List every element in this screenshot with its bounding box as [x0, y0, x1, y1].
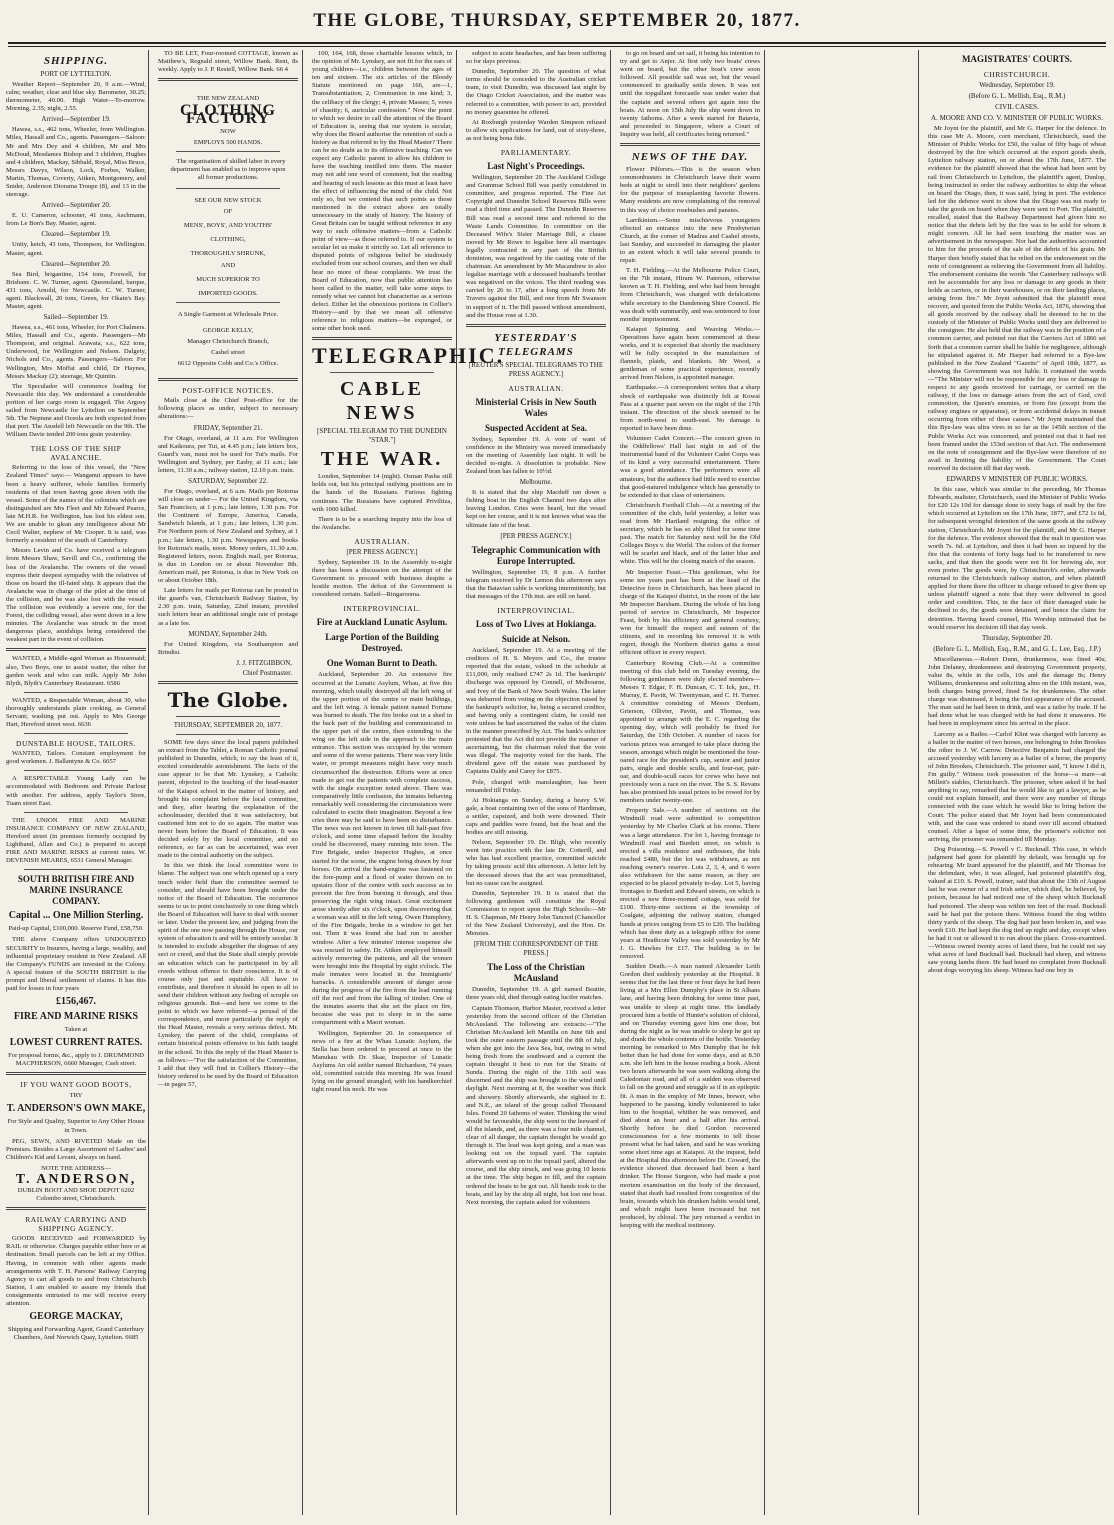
article-headline: Suicide at Nelson.: [501, 634, 571, 645]
agency-subheading: [PER PRESS AGENCY.]: [346, 547, 418, 556]
arrivals-heading: Arrived—September 20.: [41, 201, 111, 210]
article-paragraph: Referring to the loss of this vessel, the "New Zealand Times" says:— Wanganui appears to have been a heavy sufferer, whole families formerly residents of that town having gone down with the vessel. Some of the names of the colonists which are distinguished are Mrs Fleet and Mr Edward Pearce, late M.H.R. for Wellington, has lost his eldest son. We are unable to glean any intelligence about Mr Cecil Walter, nephew of Mr Cooper. It is said, was formerly a resident of the south of Canterbury.: [6, 464, 146, 545]
ad-line: £156,467.: [56, 996, 96, 1008]
divider: [620, 143, 760, 146]
section-heading: YESTERDAY'S TELEGRAMS: [494, 331, 578, 358]
ad-line: For Style and Quality, Superior to Any Other House in Town.: [7, 1118, 145, 1134]
classified-ad: WANTED, Tailors. Constant employment for good workmen. J. Ballantyne & Co. 6657: [6, 750, 146, 766]
classified-ad: PEG, SEWN, AND RIVETED Made on the Premises. Besides a Large Assortment of Ladies' and Children's Kid and Levant, always on hand.: [6, 1137, 146, 1161]
agency-subheading: [FROM THE CORRESPONDENT OF THE PRESS.]: [473, 940, 599, 958]
article-paragraph: The Speculador will commence loading for Newcastle this day. We understand a considerable portion of her cargo room is engaged. The Argosy sailed from Newcastle for Lyttelton on September 5th. The Neptune and Oceola are both expected from that port. The Ansdell left Newcastle on the 9th. The William Davie tended 200 tons grain yesterday.: [6, 382, 146, 439]
signature: Chief Postmaster.: [242, 668, 292, 677]
court-subheading: CIVIL CASES.: [995, 103, 1039, 111]
news-item: Canterbury Rowing Club.—At a committee meeting of this club held on Tuesday evening, the following gentlemen were duly elected members—Messrs T. Edgar, F. H. Duncan, C. T. Ick, jun., H. Murray, E. Pavitt, W. Twentyman, and C. H. Turner. A committee consisting of Messrs Denham, Grierson, Ollivier, Pavitt, and Thomas, was appointed to arrange with the E. C. regarding the opening day, which will probably be fixed for Saturday, the 13th October. A number of races for various prizes was arranged to take place during the season, amongst which might be mentioned the four-oared race for the president's cup, senior and junior pairs, single and double sculls, and four-oar, pair-oar, and double-scull races for crews who have not previously won a race on the river. The S. S. Revans has also promised his usual prizes to be rowed for by members under twenty-one.: [620, 659, 760, 805]
notice-heading: POST-OFFICE NOTICES.: [182, 386, 274, 396]
article-paragraph: to go on board and set sail, it being his intention to try and get to Anjer. At first only two boats' crews went on board, but the other boat's crew soon followed. All possible sail was set, but the vessel commenced to gradually settle down. It was not until the topgallant forecastle was under water that the captain and several others got again into the boats. At noon on 15th July the ship went down in twenty fathoms. After a week started for Batavia, and proceeded to Singapore, where a Court of Inquiry was held, all certificates being returned.": [620, 50, 760, 138]
notice-date: MONDAY, September 24th.: [188, 629, 268, 638]
ad-line: Cashel street: [211, 349, 245, 357]
court-date: Thursday, September 20.: [982, 633, 1052, 642]
section-heading: AUSTRALIAN.: [508, 383, 564, 393]
ad-line: NOTE THE ADDRESS—: [41, 1164, 111, 1172]
article-paragraph: There is to be a searching inquiry into the loss of the Avalanche.: [312, 515, 452, 531]
article-headline: Suspected Accident at Sea.: [485, 422, 587, 433]
ad-line: LOWEST CURRENT RATES.: [9, 1037, 143, 1049]
news-item: Kaiapoi Spinning and Weaving Works.—Operations have again been commenced at these works, and it is expected that shortly the machinery will be fully occupied in the manufacture of flannels, plaids, and blankets. Mr Wood, a gentleman of some practical experience, recently arrived from Nelson, is appointed manager.: [620, 325, 760, 382]
article-paragraph: London, September 14 (night). Osman Pasha still holds out, but his principal outlying positions are in the hands of the Russians. Furious fighting continues. The Russians have captured Privilitza, with 1000 killed.: [312, 473, 452, 513]
news-of-the-day-heading: NEWS OF THE DAY.: [631, 151, 749, 164]
news-item: Volunteer Cadet Concert.—The concert given in the Oddfellows' Hall last night in aid of the instrumental band of the Volunteer Cadet Corps was of its kind a very successful entertainment. There was a good attendance. The performers were all amateurs, but the audience had little need to exercise that good-natured indulgence which has generally to be extended to that class of entertainers.: [620, 435, 760, 499]
court-report: Mr Joynt for the plaintiff, and Mr G. Harper for the defence. In this case Mr A. Moore, corn merchant, Christchurch, sued the Minister of Public Works for £50, the value of fifty bags of wheat destroyed by the fire which occurred at the export goods sheds, Lyttelton railway station, on or about the 17th June, 1877. The evidence for the plaintiff showed that the wheat had been sent by rail from Christchurch to Lyttelton, the plaintiff's agent, Dunlop, being instructed to order the railway authorities to ship the wheat on board the Otago, then, it was said, lying in port. The evidence led for the defence went to show that the Otago was not ready to take the goods on board when they were sent to Port. The plaintiff, recalled, stated that the Railway Department had given him no notice that the debris left by the fire was to be sold for whom it might concern. All he had seen touching the matter was an advertisement in the newspaper. Nor had the authorities accounted to him for the proceeds of the sale of the debris of his grain. Mr Harper then briefly stated that he relied on the endorsement on the note of consignment as relieving the Government from all liability. The endorsement contains the words "the Canterbury railways will not be accountable for any loss or damage to any goods in their holds as carriers, or in their warehouses, or on their landing places, arising from fire." Mr Joynt submitted that the plaintiff must recover, and quoted from the Public Works Act, 1876, showing that all goods received by the railway shall be deemed to be in the custody of the Minister of Public Works until they are delivered to the consignee. He also held that the railway was in the position of a common carrier, and pointed out that the Carriers Act of 1866 set forth that a common carrier shall be liable for negligence, although he stipulated against it. Mr Harper had referred to a Bye-law published in the New Zealand "Gazette" of April 18th, 1877, as showing the Government was not liable. It contained the words—"The Minister will not be responsible for any loss or damage in respect to any goods received for carriage, or carried on the railway, if the loss or damage arises from the act of God, civil commotion, the Queen's enemies, or from fire (except from the railway engines or apparatus), or from accidental delays in transit occurring from either of these causes." Mr Joynt maintained that this Bye-law was ultra vires in so far as the 145th section of the Public Works Act was concerned, and pointed out that it had not been framed under the 153rd section of that Act. The endorsement on the note of consignment and the Bye-law were therefore of no avail in limiting the liability of the Government. The Court reserved its decision till that day week.: [928, 125, 1106, 472]
news-item: Sudden Death.—A man named Alexander Leith Gordon died suddenly yesterday at the Hospital. It seems that for the last three or four days he had been living at a Mrs Ellen Dumphy's place in St Albans lane, and having been drinking for some time past, was unable to sleep at night time. His landlady procured him a bottle of Hunter's solution of chloral, and on Thursday evening gave him one dose, but during the night as he was unable to sleep he got up and drank the whole contents of the bottle. Yesterday morning he remarked to Mrs Dumphy that he felt better than he had done for some days, and at 8.30 a.m. she left him in the house reading a book. About two hours afterwards he was seen walking along the Caledonian road, and all of a sudden was observed to fall on the ground and struggle as if in an epileptic fit. A man in the employ of Mr Innes, brewer, who happened to be passing, kindly volunteered to take him to the hospital, whither he was removed, and died about an hour and a half after his arrival. Shortly before he died Gordon recovered consciousness for a few moments to tell those present what he had taken, and said he was working some short time ago at Kaiapoi. At the inquest, held at the Hospital this afternoon before Dr. Coward, the evidence showed that deceased had been a hard drinker. The House Surgeon, who had made a post mortem examination on the body of the deceased, stated that death had resulted from congestion of the brain, towards which his drunken habits would tend, and which might have been increased but not produced, by chloral. The jury returned a verdict in keeping with the medical testimony.: [620, 963, 760, 1230]
section-heading: PARLIAMENTARY.: [500, 148, 572, 158]
divider: [176, 302, 280, 303]
case-title: EDWARDS V MINISTER OF PUBLIC WORKS.: [946, 475, 1088, 484]
section-heading: AUSTRALIAN.: [354, 536, 410, 546]
ad-line: THOROUGHLY SHRUNK,: [190, 250, 266, 258]
divider: [24, 869, 128, 870]
column-3: [312, 50, 505, 1515]
notice-paragraph: For United Kingdom, via Southampton and Brindisi.: [158, 640, 298, 656]
editorial-paragraph: SOME few days since the local papers published an extract from the Tablet, a Roman Catholic journal published in Dunedin, which, to say the least of it, excited considerable astonishment. The facts of the case appear to be that Mr. Lynskey, a Catholic parent, objected to the teaching of the head-master of the Kaiapoi school in the matter of history, and brought his complaint before the local committee, and they, after hearing the explanation of the schoolmaster, decided that it was satisfactory, but cautioned him not to do so again. The matter was never been before the Board of Education. It was decided solely by the local committee, and no reference, so far as can be ascertained, was ever made to the central authority on the subject.: [158, 738, 298, 860]
article-paragraph: Weather Report—September 20, 9 a.m.—Wind, calm; weather, clear and blue sky. Barometer, 30.25; thermometer, 40.00. High Water—To-morrow. Morning, 2.35; night, 2.55.: [6, 81, 146, 113]
article-paragraph: At Hokianga on Sunday, during a heavy S.W. gale, a boat containing two of the sons of Hardiman, a settler, capsized, and both were drowned. Their caps and paddles were found, but the boat and the bodies are still missing.: [466, 796, 606, 837]
divider: [24, 733, 128, 734]
ad-line: IMPORTED GOODS.: [198, 289, 258, 297]
news-item: T. H. Fielding.—At the Melbourne Police Court, on the 7th instant, Hiram W. Paterson, otherwise known as T. H. Fielding, and who had been brought from Christchurch, was charged with defalcations while secretary to the Dandenong Shire Council. He was dealt with summarily, and was sentenced to four months' imprisonment.: [620, 267, 760, 323]
article-paragraph: subject to acute headaches, and has been suffering so for days previous.: [466, 50, 606, 66]
ad-line: GEORGE KELLY,: [202, 326, 254, 334]
agency-subheading: [PER PRESS AGENCY.]: [500, 531, 572, 540]
court-location: CHRISTCHURCH.: [983, 70, 1051, 79]
column-2: [158, 50, 298, 1515]
article-paragraph: Wellington, September 19, 8 p.m. A further telegram received by Dr Lemon this afternoon says that the Batavian cable is working intermittently, but that messages of the 17th inst. are still on hand.: [466, 568, 606, 600]
classified-ad: WANTED, a Middle-aged Woman as Housemaid; also, Two Boys, one to assist waiter, the other for garden work and who can milk. Apply Mr John Blyth, Blyth's Canterbury Restaurant. 6586: [6, 655, 146, 687]
divider: [176, 716, 280, 717]
section-heading: INTERPROVINCIAL.: [497, 606, 575, 616]
cable-subheading: [SPECIAL TELEGRAM TO THE DUNEDIN "STAR."]: [317, 427, 447, 445]
arrivals-heading: Arrived—September 19.: [41, 115, 111, 124]
court-report: Dog Poisoning.—S. Powell v C. Bucknall. This case, in which judgment had gone for plaintiff by default, was brought up for rehearing. Mr Izard appeared for the plaintiff, and Mr Thomas for the defendant, who, it was alleged, had poisoned plaintiff's dog, valued at £10. S. Powell, trainer, said that about the 13th of August last he was owner of a red Irish setter, which died, he believed, by poison, because he had noticed one of the sheep which Bucknall had poisoned. The sheep was within ten feet of the road. Bucknall said he had put the poison there. Witness found the dog within thirty yards of the sheep. The dog had just been broken in, and was worth £10. He had kept the dog tied up night and day, except when he had it out or allowed it to run about the place. Cross-examined.—Witness owned twenty acres of land there, but he could not say what acres of land Bucknall had. Bucknall had sheep, and witness saw young lambs there. He had heard no complaint from Bucknall about dogs worrying his sheep. Witness had one boy in: [928, 845, 1106, 975]
ad-line: Manager Christchurch Branch,: [187, 337, 269, 345]
article-headline: Loss of Two Lives at Hokianga.: [475, 619, 597, 630]
court-report: In this case, which was similar to the preceding, Mr Thomas Edwards, maltster, Christchurch, sued the Minister of Public Works for £20 12s 10d for damage done to sixty bags of malt by the fire which occurred at Lyttelton on the 17th June, 1877, and £72 1s 6d, for subsequent wrongful detention of the same goods at the railway station, Christchurch. Mr Joynt for the plaintiff, and Mr G. Harper for the defence. The evidence showed that the malt in question was worth 7s. 6d. at Lyttelton, and then it had been so injured by the fire that the contents of forty bags had to be transferred to new sacks, and that then the goods were not fit for brewing ale, nor even porter. The goods were, by Christchurch's order, afterwards returned to the Christchurch railway station, and when plaintiff applied for them there the officer in charge refused to give them up unless plaintiff signed a note that they were delivered in good order and condition. This, in the face of their damaged state he declined to do, the goods were detained, and hence the claim for detention. Having heard counsel, His Worship intimated that he would reserve his decision till that day week.: [928, 486, 1107, 631]
notice-paragraph: For Otago, overland, at 6 a.m. Mails per Rotorua will close on under— For the United Kingdom, via San Francisco, at 1 p.m.; late letters, 1.30 p.m. For the Continent of Europe, America, Canada, Sandwich Islands, at 1 p.m.; late letters, 1.30 p.m. For Northern ports of New Zealand and Sydney, at 1 p.m.; late letters, 1.30 p.m. Newspapers and books for Rotorua's mails, noon. Money orders, 11.30 a.m. Registered letters, noon. English mail, per Rotorua, is due in London on or about November 8th. American mail, per Rotorua, is due in New York on or about October 18th.: [158, 488, 298, 585]
article-paragraph: Hawea, s.s., 461 tons, Wheeler, for Port Chalmers. Miles, Hassall and Co., agents. Passengers—Mr Thompson, and original. Arawata, s.s., 622 tons, Underwood, for Wellington and Nelson. Dalgety, Nichols and Co., agents. Passengers—Saloon: For Wellington, Mrs Moffat and child, Dr Haynes, Messrs Mackay (2); steerage, Mr Quintin.: [6, 324, 146, 380]
divider: [6, 648, 146, 651]
article-headline: Telegraphic Communication with Europe Interrupted.: [471, 544, 601, 566]
news-item: Property Sale.—A number of sections on the Windmill road were submitted to competition yesterday by Mr Charles Clark at his rooms. There was a large attendance. For lot 1, having frontage to Windmill road and Burdett street, on which is erected a villa residence and outhouses, the bids reached £480, but the lot was withdrawn, as not reaching owner's reserve. Lots 2, 3, 4, and 6 were also withdrawn for the same reason, as they are expected to be placed privately to-day. Lot 5, having frontages to Burdett and Edward streets, on which is erected a new three-roomed cottage, was sold for £100. Thirty-nine sections at the township of Coalgate, adjoining the railway station, changed hands at prices ranging from £5 to £20. The building which has done duty as a telegraph office for some years at Heathcote Valley was sold yesterday by Mr J. G. Hawkes for £17. The building is to be removed.: [620, 807, 760, 960]
ad-heading: DUNSTABLE HOUSE, TAILORS.: [16, 739, 136, 749]
classified-ad: TO BE LET, Four-roomed COTTAGE, known as Matthew's, Regnald street, Willow Bank. Rent, 8s weekly. Apply to J. P. Restell, Willow Bank. 66 4: [158, 50, 298, 74]
ad-line: AND: [220, 261, 236, 269]
classified-ad: GOODS RECEIVED and FORWARDED by RAIL or otherwise. Charges payable either here or at destination. Small parcels can be left at my Office. Having, in common with other agents made arrangements with T. H. Parsons' Railway Carrying Agency to cart all goods to and from Christchurch Station, I am enabled to assure my friends that consignments entrusted to me will receive every attention.: [6, 1235, 146, 1308]
divider: [176, 188, 280, 189]
ad-line: FIRE AND MARINE RISKS: [13, 1011, 139, 1023]
court-bench: (Before G. L. Mellish, Esq., R.M., and G. L. Lee, Esq., J.P.): [933, 644, 1101, 653]
article-paragraph: Wellington, September 20. In consequence of news of a fire at the Whau Lunatic Asylum, the Stella has been ordered to proceed at once to the Manukau with Dr. Skae, Inspector of Lunatic Asylums An old settler named Richardson, 74 years old, committed suicide this morning. He was found lying on the ground strangled, with his handkerchief tight round his neck. He was: [312, 1029, 452, 1094]
ad-line: TRY: [69, 1092, 83, 1100]
article-headline: Fire at Auckland Lunatic Asylum.: [316, 617, 448, 628]
notice-paragraph: For Otago, overland, at 11 a.m. For Wellington and Kaikoura, per Tui, at 4.45 p.m.; late letters box, Guard's van, must not be used for Tui's mails. For Wellington and Sydney, per Easby, at 11 a.m.; late letters, 11.30 a.m.; railway station, 12.10 p.m. train.: [158, 434, 298, 474]
ad-line: MUCH SUPERIOR TO: [196, 275, 260, 283]
divider: [158, 78, 298, 81]
ad-line: THE NEW ZEALAND: [196, 95, 260, 103]
article-paragraph: At Roxburgh yesterday Warden Simpson refused to allow six applications for land, out of sixty-three, as not being bona fide.: [466, 118, 606, 142]
cleared-heading: Cleared—September 19.: [41, 230, 111, 239]
ad-line: OF: [223, 208, 233, 216]
article-headline: THE LOSS OF THE SHIP AVALANCHE.: [30, 444, 122, 463]
article-headline: One Woman Burnt to Death.: [326, 658, 438, 669]
classified-ad: THE UNION FIRE AND MARINE INSURANCE COMPANY OF NEW ZEALAND, Hereford street (in premises formerly occupied by Lightband, Allan and Co.) is prepared to accept FIRE AND MARINE RISKS at current rates. W. DEVENISH MEARES, 6531 General Manager.: [6, 816, 146, 865]
ad-line: NOW: [220, 127, 236, 135]
notice-paragraph: Mails close at the Chief Post-office for the following places as under, subject to necessary alterations:—: [158, 397, 298, 421]
ad-line: MENS', BOYS', AND YOUTHS': [183, 222, 273, 230]
classified-ad: WANTED, a Respectable Woman, about 30, who thoroughly understands plain cooking, as General Servant; washing put out. Apply to Mrs George Hart, Hereford street west. 6636: [6, 696, 146, 729]
divider: [24, 770, 128, 771]
column-divider: [918, 50, 919, 1515]
cable-news-heading: CABLE NEWS: [340, 378, 424, 425]
column-divider: [148, 50, 149, 1515]
ad-line: SEE OUR NEW STOCK: [194, 197, 262, 205]
ad-line: Paid-up Capital, £100,000. Reserve Fund, £58,750.: [8, 925, 144, 933]
article-paragraph: Nelson, September 19. Dr. Bligh, who recently went into practice with the late Dr. Cotterill, and who has had excellent practice, committed suicide by taking prussic acid this afternoon. A letter left by the deceased shows that the act was premeditated, but no cause can be assigned.: [466, 839, 606, 887]
divider: [158, 378, 298, 381]
ad-line: EMPLOYS 500 HANDS.: [193, 138, 263, 146]
ad-line: 6612 Opposite Cobb and Co.'s Office.: [177, 360, 279, 368]
ad-line: CLOTHING,: [210, 236, 246, 244]
article-paragraph: Auckland, September 20. An extensive fire occurred at the Lunatic Asylum, Whau, at five this morning, which totally destroyed all the left wing of the upper portion of the centre or main buildings, and the left wing. A female patient named Fortune was burned to death. The fire broke out in a shed in the back part of the building and communicated to the upper part of the centre, then extending to the wing on the left side in the approach to the main entrance. This section was occupied by the women and some of the worse patients. There was very little water, or prompt measures might have very much circumscribed the destruction. Efforts were at once made to get out the patients with complete success, with the single exception noted above. There was comparatively little confusion, the inmates behaving remarkably well considering the circumstances were calculated to excite their imagination. Beyond a few cries there may be said to have been no disturbance. The news was not known in town till half-past five o'clock, and some time elapsed before the locality could be discovered, many running into town. The Fire Brigade, under Inspector Hughes, at once started for the scene, the engine being drawn by four horses. On arrival the hand-engine was fastened on the fore-pump and a flood of water thrown on to upstairs floor of the centre with such success as to prevent the fire from burning it through, and thus preserving the right wing intact. Great excitement arose shortly after six o'clock, upon discovering that a woman was still in the left wing. Owen Humphrey, of the Fire Brigade, broke in a window to get her out. Then it was found she had run to another window. After a few minutes' intense suspense she was rescued in safety. Dr. Aitken employed himself actively removing the patients, and all the women were brought into the Hospital by eight o'clock. The male inmates were located in the Immigrants' barracks. A considerable amount of danger arose during the progress of the fire from the lead running off the roof and from the falling of timber. One of the inmates asserts that she set the place on fire, because she was put to sleep in in the same compartment with a Maori woman.: [312, 671, 452, 1027]
article-paragraph: Unity, ketch, 43 tons, Thompson, for Wellington. Master, agent.: [6, 241, 146, 257]
column-divider: [456, 50, 457, 1515]
article-paragraph: E. U. Cameron, schooner, 41 tons, Aschmann, from Le Bon's Bay. Master, agent.: [6, 212, 146, 228]
ad-line: GEORGE MACKAY,: [29, 1311, 123, 1323]
column-divider: [610, 50, 611, 1515]
article-paragraph: Wellington, September 20. The Auckland College and Grammar School Bill was partly considered in committee, and progress reported. The Fine Art Copyright and Dunedin School Reserves Bills were read a third time and passed. The Dunedin Reserves Bill was read a second time and referred to the Waste Lands Committee. In committee on the Deceased Wife's Sister Marriage Bill, a clause moved by Mr Rowe to legalise here all marriages legally contracted in any part of the British dominion, was negatived by the casting vote of the chairman. An amendment by Mr Macandrew to also legalise marriage with a deceased husband's brother was negatived on the voices. The third reading was carried by 26 to 17, after a long speech from Mr Travers against the Bill, and one from Mr Swanson in support of it. The Bill passed without amendment, and the House rose at 1.30.: [466, 174, 606, 319]
article-paragraph: Dunedin, September 20. The question of what terms should be conceded to the Australian cricket team, to visit Dunedin, was discussed last night by the Otago Cricket Association, and the matter was referred to a committee, with power to act, provided no money guarantee be offered.: [466, 68, 606, 116]
ad-line: T. ANDERSON'S OWN MAKE,: [6, 1103, 146, 1115]
dateline: Melbourne.: [519, 478, 553, 487]
port-subheading: PORT OF LYTTELTON.: [40, 70, 112, 78]
article-paragraph: Dunedin, September 19. It is stated that the following gentlemen will constitute the Royal Commission to report upon the High Schools:—Mr H. S. Chapman, Mr Henry John Tancred (Chancellor of the New Zealand University), and the Hon. Dr. Menzies.: [466, 889, 606, 938]
article-headline: The Loss of the Christian McAusland: [487, 962, 585, 984]
news-item: Earthquake.—A correspondent writes that a sharp shock of earthquake was distinctly felt at Kowai Pass at a quarter past seven on the night of the 17th instant. The direction of the shock seemed to be from north-west to south-east. No damage is reported to have been done.: [620, 384, 760, 432]
ad-line: CLOTHING FACTORY: [179, 102, 276, 128]
article-paragraph: It is stated that the ship Macduff ran down a fishing boat in the English Channel two days after leaving London. Cries were heard, but the vessel kept on her course, and it is not known what was the ultimate fate of the boat.: [466, 489, 606, 529]
article-paragraph: Captain Thomson, Harbor Master, received a letter yesterday from the second officer of the Christian McAusland. The following are extracts:—"The Christian McAusland left Manilla on June 6th and took the outer eastern passage until the 8th of July, when she got into the Java Sea, but, owing to wind being fresh from the southward and a current the captain thought it best to run for the Straits of Sunda. During the night of the 11th soil was discerned and the ship was brought to the wind until daylight. Next morning at 8, the weather was thick and showery. Shortly afterwards, she sighted to E. and N.E., an island of the group called Thousand Isles. Found 20 fathoms of water. Thinking the wind would be favourable, the ship went to the leeward of all the islands, and, as there was a four mile channel, clear of all danger, the captain thought he would go through it. The lead was kept going, and a man was looking out on the topsail yard. The captain afterwards went up on to the topsail yard, altered the course, and the ship struck, and was going 10 knots at the time. The ship began to fill, and the captain ordered the boats to be got out. All hands took to the boats, and lay by the ship all night, but lost one boat. Next morning, the captain asked for volunteers: [466, 1004, 607, 1206]
newspaper-nameplate: The Globe.: [167, 687, 289, 712]
war-heading: THE WAR.: [320, 448, 444, 471]
article-paragraph: Hawea, s.s., 462 tons, Wheeler, from Wellington. Miles, Hassall and Co., agents. Passengers—Saloon: Mr and Mrs Dey and 4 children, Mr and Mrs McDoud, Mesdames Bishop and 3 children, Hughes and 4 children, Mackay, Sibbald, Royal, Miss Bruce, Messrs Davys, Wilson, Lock, Forbes, Walker, Martin, Thomas, Coverty, Aitken, Montgomery, and Snider, Anderson Diorama Troupe (8), and 13 in the steerage.: [6, 126, 146, 199]
masthead-title: THE GLOBE, THURSDAY, SEPTEMBER 20, 1877.: [313, 10, 801, 31]
column-5: [620, 50, 760, 1515]
section-heading: MAGISTRATES' COURTS.: [961, 54, 1073, 64]
divider: [24, 692, 128, 693]
divider: [6, 1207, 146, 1210]
section-heading: INTERPROVINCIAL.: [343, 604, 421, 614]
article-headline: Ministerial Crisis in New South Wales: [475, 396, 597, 418]
court-date: Wednesday, September 19.: [979, 81, 1055, 89]
article-headline: Large Portion of the Building Destroyed.: [325, 632, 439, 654]
editorial-paragraph: In this we think the local committee were to blame. The subject was one which opened up a very much wider field than the committee seemed to consider, and should have been brought under the notice of the Board of Education. The occurrence seems to us to point conclusively to one thing which the Board of Education will have to deal with sooner or later. Under the present law, and judging from the spirit of the one now passing through the House, our system of education is and will be entirely secular. It is intended to exclude altogether the dogmas of any sect or creed, and that the State shall simply provide an education which can be participated in by all creeds without offence to their conscience. It is of course only just and equitable. All have to contribute, and therefore it should be open to all to send their children without any feeling of scruple on religious grounds. But—and here we come to the point to which we have referred—a perusal of the correspondence, and more particularly the reply of the Head Master, reveals a very serious defect. Mr. Lynskey, the parent of the child, complains of certain historical points offensive to his faith taught in the school. To this the reply of the Head Master is as follows:—"For the satisfaction of the Committee, I add that they will find in Collier's History—the history ordered to be used by the Board of Education—in pages 57,: [158, 862, 298, 1088]
ad-line: A Single Garment at Wholesale Price.: [177, 310, 279, 318]
notice-date: FRIDAY, September 21.: [193, 423, 263, 432]
news-item: Flower Pilferers.—This is the season when commonbusters in Christchurch leave their warm beds at night to stroll into their neighbors' gardens for the purpose of transplanting favorite flowers. Many residents are now complaining of the removal in this way of choice rosebushes and pansies.: [620, 166, 760, 214]
divider: [466, 324, 606, 327]
news-item: Larrikinism.—Some mischievous youngsters effected an entrance into the new Presbyterian Church, at the corner of Madras and Cashel streets, last Sunday, and succeeded in damaging the plaster to an extent which it will take several pounds to repair.: [620, 216, 760, 265]
article-headline: Last Night's Proceedings.: [487, 161, 585, 172]
article-paragraph: Auckland, September 19. At a meeting of the creditors of H. S. Meyers and Co., the trustee reported that the estate, valued in the schedule at £11,000, only realised £747 2s 1d. The bankrupts' discharge was opposed by Connell, of Melbourne, and Ivey of the Bank of New South Wales. The latter was debarred from voting on the objection raised by the bankrupt's solicitor, he, being a secured creditor, and having only a contingent claim, he could not vote unless he had ascertained the value of the claim in the manner prescribed by Act. The bank's solicitor protested that the Act did not provide the manner of ascertaining, but the chairman ruled that the vote was illegal. The majority voted for the bank. The dividend gave off the estate was purchased by Captains Daldy and Carey for £875.: [466, 647, 606, 776]
article-paragraph: Sydney, September 19. In the Assembly to-night there has been a discussion on the attempt of the Government to proceed with business despite a hostile motion. The defeat of the Government is considered certain. Sailed—Ringarooma.: [312, 558, 452, 599]
divider: [330, 372, 434, 373]
article-paragraph: Pole, charged with manslaughter, has been remanded till Friday.: [466, 778, 606, 794]
divider: [176, 734, 280, 735]
ad-line: Capital ... One Million Sterling.: [8, 910, 144, 922]
column-4: [466, 50, 606, 1515]
ad-line: Taken at: [64, 1026, 88, 1034]
ad-line: For proposal forms, &c., apply to J. DRUMMOND MACPHERSON, 6660 Manager, Cash street.: [8, 1052, 144, 1068]
column-divider: [764, 50, 765, 1515]
shipping-heading: SHIPPING.: [43, 55, 109, 67]
divider: [312, 337, 452, 340]
masthead-rule: [8, 42, 1106, 47]
article-paragraph: Messrs Levin and Co. have received a telegram from Messrs Shaw, Savill and Co., confirming the loss of the Avalanche. The owners of the vessel express their deepest sympathy with the relatives of those on board the ill-fated ship. It appears that the Avalanche was in charge of the pilot at the time of the collision, and he was also lost with the vessel. The collision was evidently a severe one, for the Forest, the colliding vessel, also went down in a few minutes. The Avalanche was struck in the most dangerous place, amidships being considered the weakest part in the event of collision.: [6, 547, 146, 644]
sailed-heading: Sailed—September 19.: [43, 313, 109, 322]
classified-ad: THE above Company offers UNDOUBTED SECURITY to Insurers, having a large, wealthy, and influential proprietary resident in New Zealand. All the Company's FUNDS are invested in the Colony. A special feature of the SOUTH BRITISH is the prompt and liberal settlement of claims. It has this paid for losses in four years: [6, 936, 146, 992]
court-bench: (Before G. L. Mellish, Esq., R.M.): [968, 92, 1066, 100]
ad-heading: SOUTH BRITISH FIRE AND MARINE INSURANCE COMPANY.: [17, 874, 135, 907]
column-1: [6, 50, 146, 1515]
court-report: Larceny as a Bailee.—Carlof Klint was charged with larceny as a bailee in the matter of two horses, one belonging to John Brookes the other to J. W. Carrow. Detective Benjamin had charged the accused yesterday with larceny as a bailee of a horse, the property of John Brookes, Christchurch. The prisoner said, "I know I did it, I'm guilty." Witness took possession of the horse—a mare—at Millett's stables, Christchurch. The prisoner, when asked if he had anything to say, remarked that he would like to get a lawyer, as he could not explain himself, and there were any number of things connected with the case which he would like to bring before the Court. The police stated that Mr Joynt had been communicated with, and the case was ordered to stand over till second obtained counsel. After a lapse of some time, the prisoner's solicitor not arriving, the prisoner was remanded till Monday.: [928, 730, 1106, 843]
classified-ad: A RESPECTABLE Young Lady can be accommodated with Bedroom and Private Parlour with another. For address, apply Taylor's Store, Tuam street East.: [6, 775, 146, 807]
signature: J. J. FITZGIBBON,: [236, 658, 292, 667]
news-item: Christchurch Football Club.—At a meeting of the committee of the club, held yesterday, a letter was read from Mr Hartland resigning the office of secretary, which he has so ably filled for some time past. The match for Saturday next will be the Old Colleges Boys v. the World. The colors of the former will be scarlet and black, and of the latter blue and white. This will be the closing match of the season.: [620, 501, 760, 566]
article-paragraph: Dunedin, September 19. A girl named Beattie, three years old, died through eating lucifer matches.: [466, 986, 606, 1002]
edition-date: THURSDAY, SEPTEMBER 20, 1877.: [173, 720, 283, 729]
article-paragraph: Sydney, September 19. A vote of want of confidence in the Ministry was moved immediately on the meeting of Assembly last night. It will be decided to-night. A dissolution is probable. New Zealand bran has fallen to 10½d.: [466, 435, 606, 476]
ad-heading: IF YOU WANT GOOD BOOTS,: [20, 1080, 132, 1090]
ad-line: DUBLIN BOOT AND SHOE DEPOT 6202 Colombo street, Christchurch.: [17, 1187, 135, 1203]
column-6: [928, 50, 1106, 1515]
divider: [6, 1072, 146, 1075]
divider: [176, 151, 280, 152]
ad-line: Shipping and Forwarding Agent, Grand Canterbury Chambers, And Norwich Quay, Lyttelton. 6685: [8, 1326, 144, 1342]
editorial-paragraph: 100, 164, 168, those charitable lessons which, in the opinion of Mr. Lynskey, are not fit for the ears of young children—i.e., children between the ages of ten and sixteen. The six articles of the Bloody Statute mentioned on page 166, are—1, Transubstantiation; 2, Communion in one kind; 3, the celibacy of the clergy; 4, private Masses; 5, vows of chastity; 6, auricular confession." Now the point to which we desire to call the attention of the Board of Education is, seeing that our system is secular, why does the Board authorise the retention of such a history as that referred to by the Head Master? There can be no doubt as to its offensive teaching. Can we expect any Catholic parent to allow his children to have the teaching instilled into them. The master may not add one word of comment, but the reading and hearing of such lessons as this must at least have the effect of influencing the mind of the child. Not only so, but we contend that such points as those mentioned in the extract above are totally unnecessary in the study of history. The history of Great Britain can be taught without reference in any way to such offensive matters—from a Catholic point of view—as those referred to. If our system is secular let us make it strictly so. Let all reference to disputed points of religious belief be studiously excluded from our school courses, and then we shall hear no more of these complaints. We trust the Board of Education, now that public attention has been called to the matter, will take some steps to remedy what we cannot but characterise as a serious defect. Either let the obnoxious portions in Collier's History—and by that we mean all offensive reference to religious matters—be expunged, or some other book used.: [312, 50, 452, 333]
telegraphic-heading: TELEGRAPHIC.: [312, 343, 505, 369]
agency-subheading: [REUTER'S SPECIAL TELEGRAMS TO THE PRESS AGENCY.]: [468, 360, 604, 378]
notice-paragraph: Late letters for mails per Rotorua can be posted in the guard's van, Christchurch Railway Station, by 2.30 p.m. train, Saturday, 22nd instant, provided such letters bear an additional single rate of postage as a late fee.: [158, 587, 298, 627]
case-title: A. MOORE AND CO. V. MINISTER OF PUBLIC WORKS.: [931, 114, 1103, 122]
divider: [24, 812, 128, 813]
cleared-heading: Cleared—September 20.: [41, 259, 111, 268]
divider: [158, 681, 298, 684]
article-paragraph: Sea Bird, brigantine, 154 tons, Foxwell, for Brisbane. C. W. Turner, agent. Queensland, barque, 431 tons, Arnold, for Newcastle. C. W. Turner, agent. Blackwall, 20 tons, Green, for Okain's Bay. Master, agent.: [6, 270, 146, 310]
ad-line: The organisation of skilled labor in every department has enabled us to improve upon all former productions.: [170, 157, 286, 181]
notice-date: SATURDAY, September 22.: [188, 477, 268, 485]
ad-line: T. ANDERSON,: [15, 1172, 137, 1187]
court-report: Miscellaneous.—Robert Dunn, drunkenness, was fined 40s; John Delaney, drunkenness and destroying Government property, value 8s, while in the cells, 10s and the damage 8s; Henry Williams, drunkenness and soliciting alms on the 10th instant, was, both charges being proved, fined 5s for drunkenness. The other charge was dismissed, it being the first appearance of the accused. The man said he had been in drink, and was a tailor by trade. If he had done what he was charged with he had done it unawares. He had been in employment since his arrival in the place.: [928, 655, 1106, 728]
ad-heading: RAILWAY CARRYING AND SHIPPING AGENCY.: [25, 1215, 127, 1234]
news-item: Mr Inspector Feast.—This gentleman, who for some ten years past has been at the head of the Detective force in Christchurch, has been placed in charge of the Kaiapoi district, in the room of the late Mr Inspector Barsham. During the whole of his long period of service in Christchurch, Mr Inspector Feast, both by his efficiency and general courtesy, won for himself the respect and esteem of the citizens, and in recording his removal it is with regret, though the Northern district gains a most efficient officer in every respect.: [620, 568, 760, 657]
column-divider: [302, 50, 303, 1515]
